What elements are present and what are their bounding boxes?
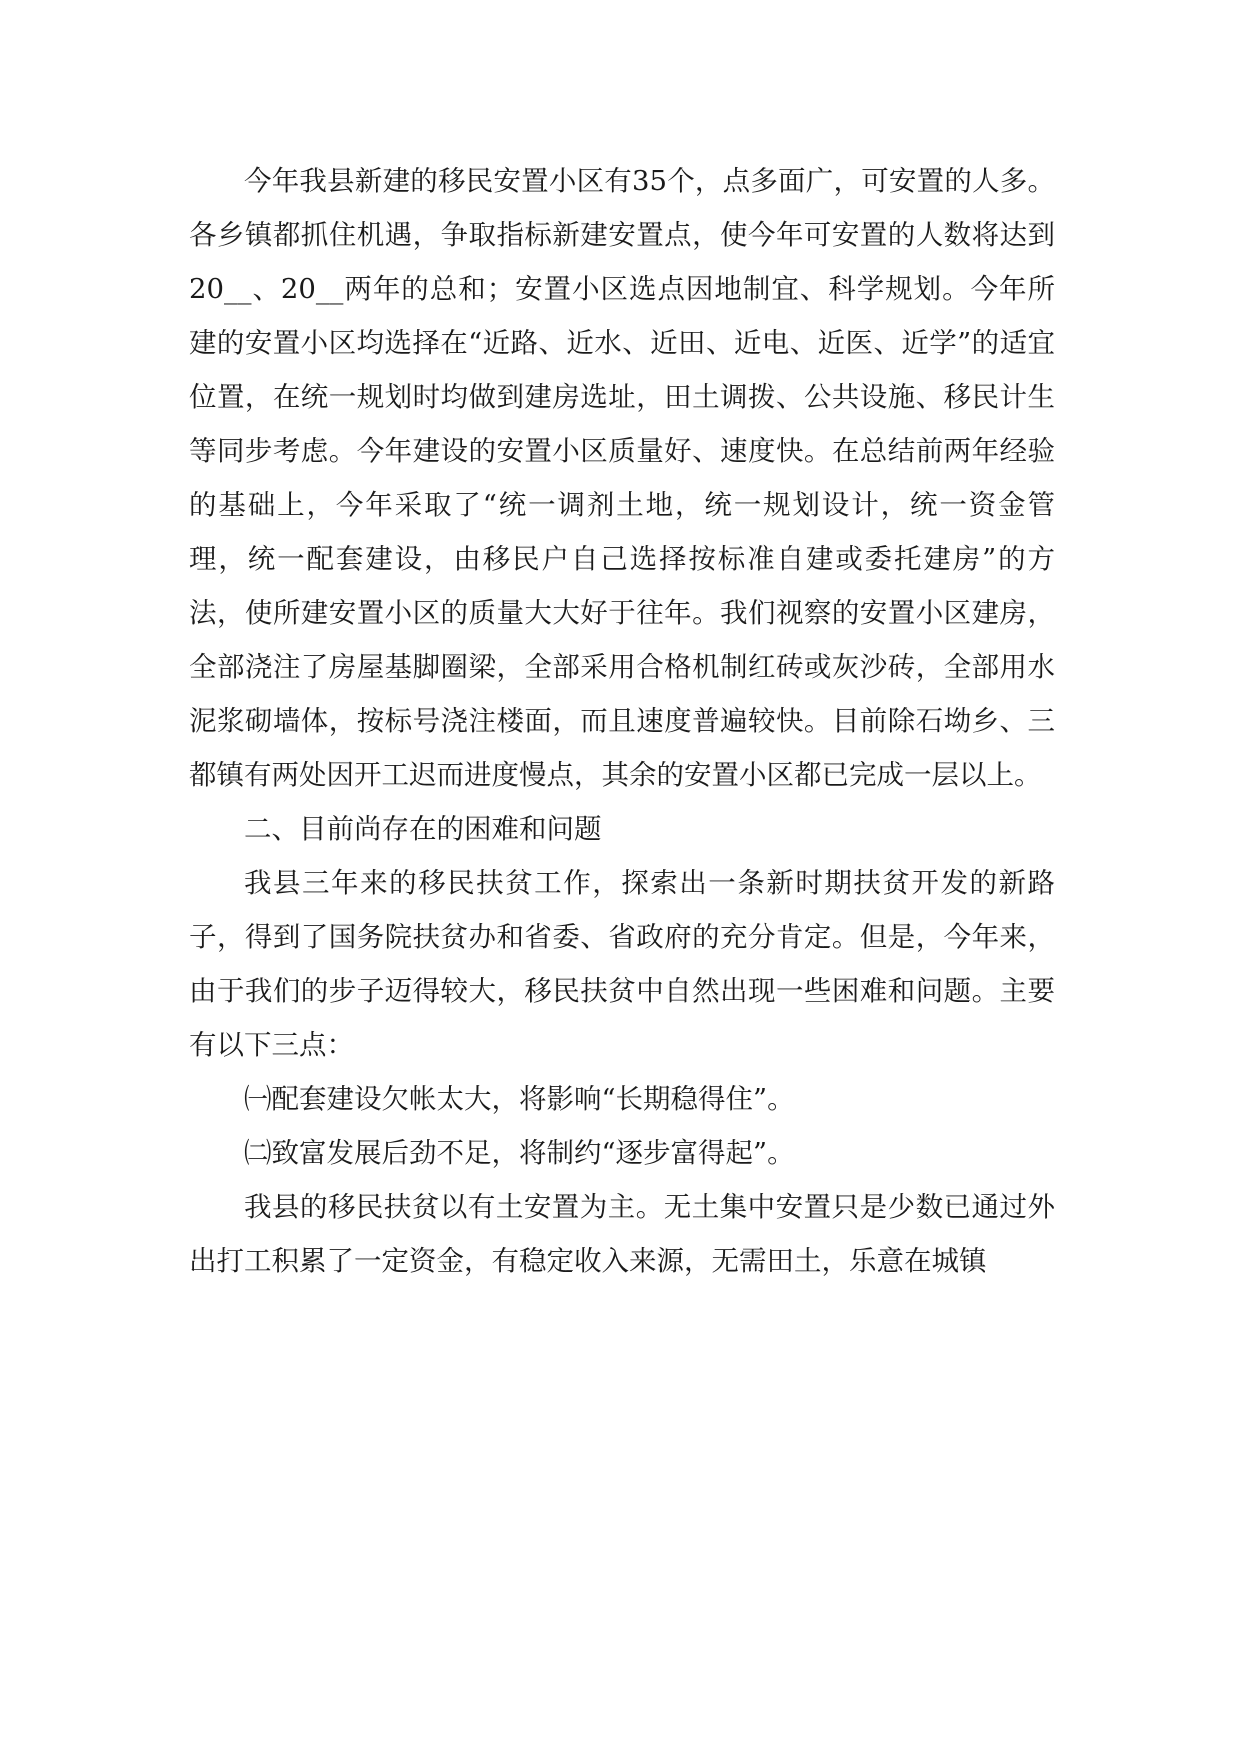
paragraph-difficulties-intro: 我县三年来的移民扶贫工作，探索出一条新时期扶贫开发的新路子，得到了国务院扶贫办和省委、省政府的充分肯定。但是，今年来，由于我们的步子迈得较大，移民扶贫中自然出现一些困难和问题。主要有以下三点：	[189, 867, 1055, 1061]
paragraph-land-resettlement: 我县的移民扶贫以有土安置为主。无土集中安置只是少数已通过外出打工积累了一定资金，有稳定收入来源，无需田土，乐意在城镇	[189, 1191, 1055, 1277]
list-item-2: ㈡致富发展后劲不足，将制约“逐步富得起”。	[244, 1137, 795, 1169]
section-heading-difficulties: 二、目前尚存在的困难和问题	[244, 813, 602, 845]
document-body	[189, 154, 1055, 1288]
list-item-1: ㈠配套建设欠帐太大，将影响“长期稳得住”。	[244, 1083, 795, 1115]
paragraph-resettlement-communities: 今年我县新建的移民安置小区有35个，点多面广，可安置的人多。各乡镇都抓住机遇，争取指标新建安置点，使今年可安置的人数将达到20__、20__两年的总和；安置小区选点因地制宜、科学规划。今年所建的安置小区均选择在“近路、近水、近田、近电、近医、近学”的适宜位置，在统一规划时均做到建房选址，田土调拨、公共设施、移民计生等同步考虑。今年建设的安置小区质量好、速度快。在总结前两年经验的基础上，今年采取了“统一调剂土地，统一规划设计，统一资金管理，统一配套建设，由移民户自己选择按标准自建或委托建房”的方法，使所建安置小区的质量大大好于往年。我们视察的安置小区建房，全部浇注了房屋基脚圈梁，全部采用合格机制红砖或灰沙砖，全部用水泥浆砌墙体，按标号浇注楼面，而且速度普遍较快。目前除石坳乡、三都镇有两处因开工迟而进度慢点，其余的安置小区都已完成一层以上。	[189, 165, 1055, 791]
